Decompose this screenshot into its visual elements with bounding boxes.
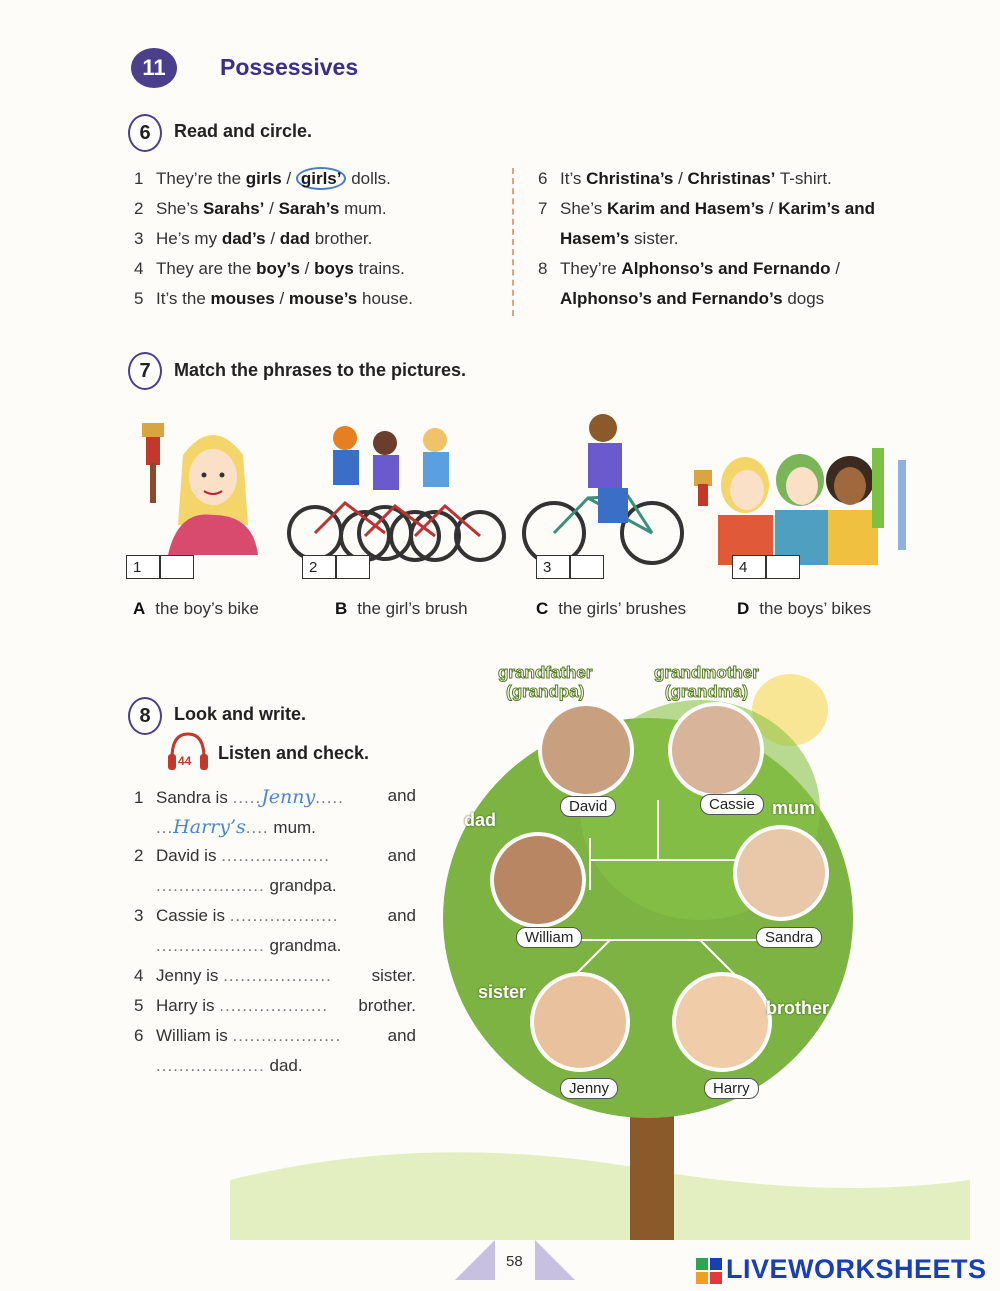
answer-box-2[interactable]	[302, 555, 370, 579]
item-text: mum.	[339, 199, 387, 218]
separator: /	[281, 169, 296, 188]
option-b[interactable]: Sarah’s	[278, 199, 340, 218]
exercise-6-right-column	[538, 169, 875, 319]
item-text: dogs	[782, 289, 825, 308]
ex8-line: ................... grandma.	[156, 936, 342, 955]
ex6-item[interactable]	[134, 169, 413, 199]
item-text: sister.	[629, 229, 679, 248]
separator: /	[673, 169, 688, 188]
option-d: D the boys’ bikes	[737, 599, 872, 618]
portrait-harry	[672, 972, 772, 1072]
ex8-line: 5 Harry is ................... brother.	[134, 996, 416, 1015]
answer-field[interactable]: ...................	[221, 846, 330, 865]
item-number: 5	[134, 289, 144, 308]
name-tag-jenny: Jenny	[560, 1078, 618, 1099]
item-text: T-shirt.	[775, 169, 832, 188]
name-tag-sandra: Sandra	[756, 927, 822, 948]
answer-field[interactable]: ...................	[232, 1026, 342, 1045]
label-grandmother: grandmother (grandma)	[654, 663, 759, 701]
portrait-cassie	[668, 702, 764, 798]
item-text: He’s my	[156, 229, 222, 248]
label-mum: mum	[772, 798, 816, 818]
option-a[interactable]: Hasem’s	[560, 229, 630, 248]
liveworksheets-logo[interactable]: LIVEWORKSHEETS	[726, 1254, 987, 1284]
ex6-item-continued[interactable]	[538, 289, 875, 319]
item-text: brother.	[310, 229, 373, 248]
item-text: She’s	[156, 199, 203, 218]
answer-input[interactable]	[160, 555, 194, 579]
item-number: 6	[538, 169, 548, 188]
separator: /	[830, 259, 840, 278]
answer-field[interactable]: ...................	[223, 966, 332, 985]
box-number: 2	[302, 555, 336, 579]
ex8-line: ...Harry’s.... mum.	[156, 816, 316, 838]
item-number: 2	[134, 199, 144, 218]
label-sister: sister	[478, 982, 527, 1002]
ex6-item-continued[interactable]	[538, 229, 875, 259]
option-b[interactable]: boys	[314, 259, 354, 278]
item-text: It’s the	[156, 289, 211, 308]
audio-track-number: 44	[178, 754, 192, 768]
picture-boys-bikes	[285, 418, 510, 563]
item-number: 7	[538, 199, 548, 218]
item-text: It’s	[560, 169, 587, 188]
answer-box-3[interactable]	[536, 555, 604, 579]
box-number: 1	[126, 555, 160, 579]
exercise-6-title: Read and circle.	[174, 121, 313, 141]
ex8-line: 2 David is ................... and	[134, 846, 416, 865]
answer-input[interactable]	[766, 555, 800, 579]
ex8-line: ................... grandpa.	[156, 876, 337, 895]
item-text: trains.	[353, 259, 405, 278]
ex6-item[interactable]	[134, 259, 413, 289]
separator: /	[299, 259, 315, 278]
ex6-item[interactable]	[134, 229, 413, 259]
column-divider	[512, 168, 514, 316]
answer-field[interactable]: ...................	[156, 876, 265, 895]
portrait-sandra	[733, 825, 829, 921]
exercise-6-number: 6	[128, 114, 162, 152]
portrait-william	[490, 832, 586, 928]
name-tag-david: David	[560, 796, 616, 817]
picture-girl-brush	[128, 415, 268, 555]
answer-field[interactable]: ...................	[156, 1056, 265, 1075]
ex6-item[interactable]	[134, 289, 413, 319]
exercise-8-number: 8	[128, 697, 162, 735]
portrait-jenny	[530, 972, 630, 1072]
name-tag-william: William	[516, 927, 582, 948]
exercise-7-title: Match the phrases to the pictures.	[174, 360, 467, 380]
item-text: They are the	[156, 259, 257, 278]
option-a[interactable]: Sarahs’	[202, 199, 265, 218]
separator: /	[764, 199, 779, 218]
option-a[interactable]: dad’s	[221, 229, 266, 248]
name-tag-cassie: Cassie	[700, 794, 764, 815]
label-dad: dad	[464, 810, 497, 830]
box-number: 4	[732, 555, 766, 579]
option-b[interactable]: Christinas’	[687, 169, 776, 188]
name-tag-harry: Harry	[704, 1078, 759, 1099]
ex8-line: 6 William is ................... and	[134, 1026, 416, 1045]
portrait-david	[538, 702, 634, 798]
option-a[interactable]: Karim and Hasem’s	[606, 199, 765, 218]
item-text: dolls.	[346, 169, 391, 188]
label-grandfather: grandfather (grandpa)	[498, 663, 593, 701]
item-text: She’s	[560, 199, 607, 218]
answer-field[interactable]: Harry’s	[173, 816, 246, 838]
exercise-8-subtitle: Listen and check.	[218, 743, 370, 763]
option-a[interactable]: Christina’s	[586, 169, 674, 188]
liveworksheets-logo-icon	[696, 1258, 722, 1284]
option-a[interactable]: boy’s	[256, 259, 300, 278]
option-b[interactable]: Karim’s and	[778, 199, 875, 218]
option-a[interactable]: Alphonso’s and Fernando	[621, 259, 831, 278]
option-b-circled[interactable]: girls’	[296, 167, 347, 190]
option-b[interactable]: mouse’s	[288, 289, 358, 308]
ex6-item[interactable]	[538, 259, 875, 289]
ex6-item[interactable]	[134, 199, 413, 229]
option-c: C the girls’ brushes	[536, 599, 687, 618]
ex8-line: 3 Cassie is ................... and	[134, 906, 416, 925]
item-number: 8	[538, 259, 548, 278]
headphones-icon[interactable]	[166, 730, 210, 772]
ex6-item[interactable]	[538, 169, 875, 199]
ex8-line: 1 Sandra is .....Jenny..... and	[134, 786, 416, 808]
option-a[interactable]: girls	[245, 169, 282, 188]
ex8-line: 4 Jenny is ................... sister.	[134, 966, 416, 985]
exercise-6-left-column	[134, 169, 413, 319]
option-b[interactable]: Alphonso’s and Fernando’s	[560, 289, 783, 308]
item-number: 1	[134, 169, 144, 188]
answer-field[interactable]: ...................	[156, 936, 265, 955]
answer-field[interactable]: Jenny	[261, 786, 316, 808]
separator: /	[265, 229, 280, 248]
answer-field[interactable]: ...................	[229, 906, 339, 925]
separator: /	[264, 199, 279, 218]
answer-box-4[interactable]	[732, 555, 800, 579]
item-number: 3	[134, 229, 144, 248]
item-text: house.	[357, 289, 414, 308]
separator: /	[274, 289, 289, 308]
unit-number-badge: 11	[131, 48, 177, 88]
option-b: B the girl’s brush	[335, 599, 468, 618]
answer-input[interactable]	[336, 555, 370, 579]
unit-title: Possessives	[220, 54, 359, 80]
item-text: They’re the	[156, 169, 246, 188]
item-text: They’re	[560, 259, 622, 278]
exercise-8-title: Look and write.	[174, 704, 307, 724]
item-number: 4	[134, 259, 144, 278]
option-a: A the boy’s bike	[133, 599, 259, 618]
answer-box-1[interactable]	[126, 555, 194, 579]
ex8-line: ................... dad.	[156, 1056, 303, 1075]
option-b[interactable]: dad	[279, 229, 310, 248]
box-number: 3	[536, 555, 570, 579]
picture-girls-brushes	[690, 440, 915, 565]
picture-boy-bike	[518, 408, 688, 568]
option-a[interactable]: mouses	[210, 289, 275, 308]
exercise-7-number: 7	[128, 352, 162, 390]
ex6-item[interactable]	[538, 199, 875, 229]
answer-input[interactable]	[570, 555, 604, 579]
label-brother: brother	[766, 998, 829, 1018]
page-number: 58	[506, 1253, 523, 1270]
answer-field[interactable]: ...................	[219, 996, 329, 1015]
